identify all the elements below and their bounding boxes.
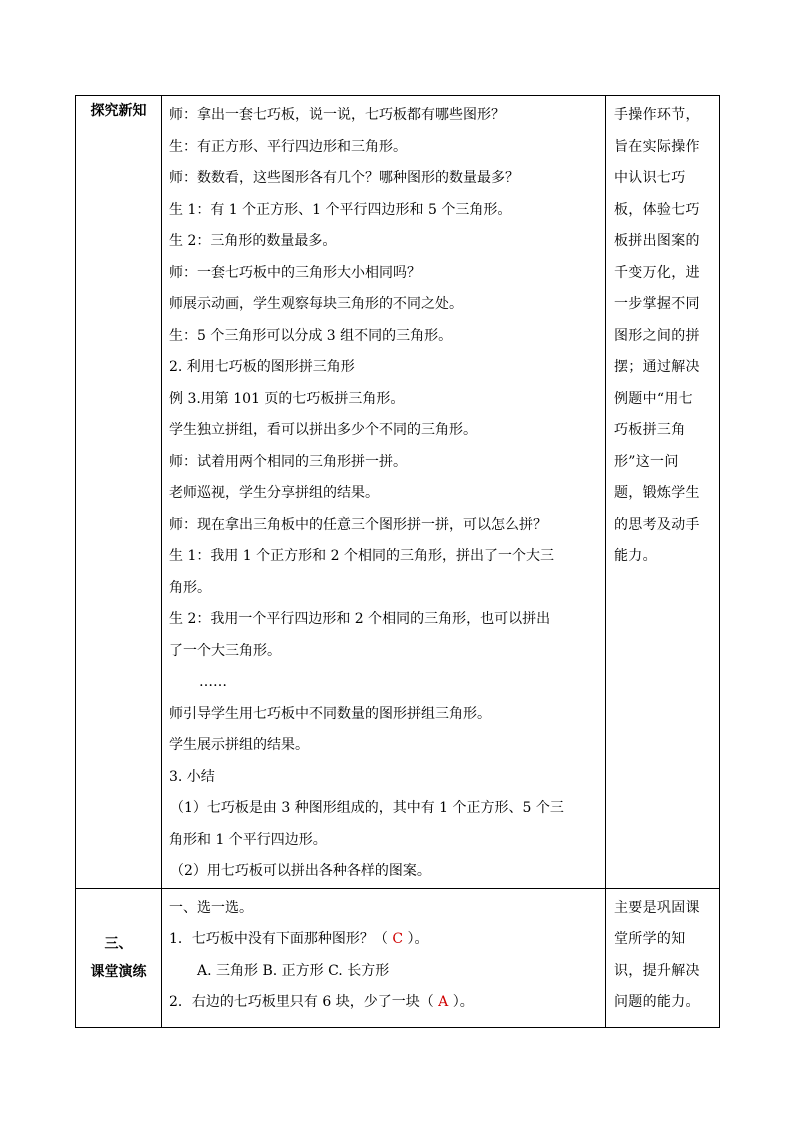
section-number: 三、: [104, 935, 133, 952]
section-note: [606, 889, 719, 1019]
content-line: 生：5 个三角形可以分成 3 组不同的三角形。: [169, 327, 453, 344]
answer-mark: A: [438, 994, 449, 1010]
ellipsis-line: ……: [199, 674, 227, 690]
answer-mark: C: [392, 931, 404, 947]
note-line: 的思考及动手: [614, 516, 700, 533]
content-line: 2. 利用七巧板的图形拼三角形: [169, 359, 355, 375]
question-text: ）。: [407, 931, 429, 947]
section-content: [162, 96, 605, 888]
note-line: 一步掌握不同: [614, 296, 700, 312]
content-line: 师：拿出一套七巧板，说一说，七巧板都有哪些图形？: [169, 107, 505, 123]
section-content-cell: [162, 96, 606, 889]
content-line: 一、选一选。: [169, 899, 253, 916]
note-line: 板拼出图案的: [614, 233, 700, 249]
note-line: 图形之间的拼: [614, 327, 700, 344]
content-line: （1）七巧板是由 3 种图形组成的，其中有 1 个正方形、5 个三: [170, 800, 564, 816]
section-content: [162, 889, 605, 1019]
table-row: [76, 888, 720, 1027]
note-line: 能力。: [614, 548, 657, 564]
section-heading-cell: [76, 888, 162, 1027]
note-line: 旨在实际操作: [614, 138, 700, 155]
content-line: 角形和 1 个平行四边形。: [169, 831, 327, 848]
section-note: [606, 96, 719, 573]
content-line: （2）用七巧板可以拼出各种各样的图案。: [170, 863, 431, 879]
question-text: 2．右边的七巧板里只有 6 块，少了一块（: [169, 994, 434, 1010]
section-content-cell: [162, 888, 606, 1027]
content-line: 生 2：三角形的数量最多。: [169, 233, 337, 249]
note-line: 题，锻炼学生: [614, 485, 700, 501]
content-line: 师：数数看，这些图形各有几个？哪种图形的数量最多？: [169, 170, 519, 186]
table-row: [76, 96, 720, 889]
note-line: 识，提升解决: [614, 962, 700, 979]
note-line: 千变万化，进: [614, 264, 700, 281]
question-2: [169, 987, 601, 1019]
note-line: 问题的能力。: [614, 994, 700, 1010]
note-line: 巧板拼三角: [614, 422, 686, 438]
content-line: 师：现在拿出三角板中的任意三个图形拼一拼，可以怎么拼？: [169, 516, 547, 533]
section-heading: 探究新知: [90, 103, 147, 119]
section-heading: [76, 889, 161, 986]
note-line: 中认识七巧: [614, 170, 686, 186]
question-text: ）。: [452, 994, 474, 1010]
question-1: [169, 924, 601, 956]
content-line: 生 1：有 1 个正方形、1 个平行四边形和 5 个三角形。: [169, 201, 512, 218]
content-line: 生 2：我用一个平行四边形和 2 个相同的三角形，也可以拼出: [169, 611, 551, 627]
note-line: 手操作环节，: [614, 107, 700, 123]
section-heading-cell: [76, 96, 162, 889]
content-line: 生：有正方形、平行四边形和三角形。: [169, 138, 407, 155]
section-note-cell: [606, 888, 720, 1027]
note-line: 板，体验七巧: [614, 201, 700, 218]
note-line: 形”这一问: [614, 453, 679, 470]
content-line: 师：一套七巧板中的三角形大小相同吗？: [169, 264, 421, 281]
note-line: 堂所学的知: [614, 931, 686, 947]
question-text: 1．七巧板中没有下面那种图形？（: [169, 931, 388, 947]
note-line: 主要是巩固课: [614, 899, 700, 916]
lesson-plan-table: [75, 95, 720, 1028]
content-line: 师引导学生用七巧板中不同数量的图形拼组三角形。: [169, 705, 491, 722]
content-line: 学生展示拼组的结果。: [169, 737, 309, 753]
content-line: 3. 小结: [169, 768, 215, 785]
question-options: A. 三角形 B. 正方形 C. 长方形: [197, 962, 390, 979]
section-note-cell: [606, 96, 720, 889]
content-line: 了一个大三角形。: [169, 642, 281, 659]
content-line: 生 1：我用 1 个正方形和 2 个相同的三角形，拼出了一个大三: [169, 548, 554, 564]
content-line: 学生独立拼组，看可以拼出多少个不同的三角形。: [169, 422, 477, 438]
content-line: 师展示动画，学生观察每块三角形的不同之处。: [169, 296, 463, 312]
content-line: 师：试着用两个相同的三角形拼一拼。: [169, 453, 407, 470]
note-line: 摆；通过解决: [614, 359, 700, 375]
section-title: 课堂演练: [90, 963, 147, 980]
content-line: 角形。: [169, 579, 211, 596]
content-line: 老师巡视，学生分享拼组的结果。: [169, 485, 379, 501]
note-line: 例题中“用七: [614, 390, 693, 407]
content-line: 例 3.用第 101 页的七巧板拼三角形。: [169, 390, 405, 407]
